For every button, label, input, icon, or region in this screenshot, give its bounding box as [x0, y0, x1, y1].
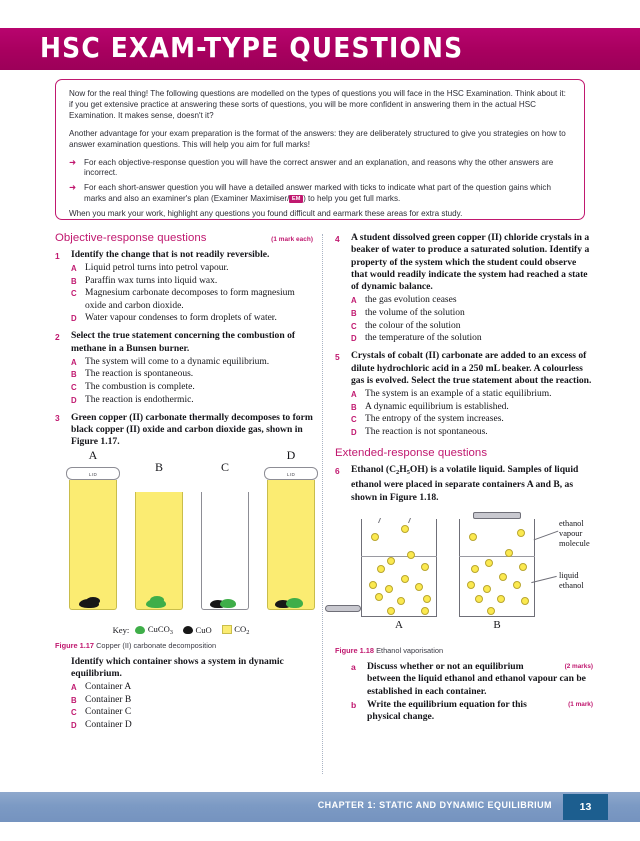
option-row [351, 307, 593, 319]
question-1 [55, 249, 313, 324]
test-tube-b-label: B [154, 459, 163, 474]
option-letter: B [71, 370, 77, 380]
marks-note-objective: (1 mark each) [271, 236, 313, 243]
figure-1-17-label: Figure 1.17 [55, 640, 95, 650]
option-text: Container D [85, 720, 132, 730]
question-3-options [71, 681, 313, 731]
page-number-box: 13 [563, 794, 608, 820]
option-letter: B [71, 695, 77, 705]
option-text: the volume of the solution [365, 308, 465, 319]
option-text: The reaction is endothermic. [85, 394, 194, 405]
intro-paragraph-2: Another advantage for your exam preparation is the format of the answers: they are deliberately structured to give you strategies on how to answer examination questions. This will help you aim for full marks! [69, 128, 566, 149]
option-text: Container B [85, 694, 132, 705]
question-5-stem: Crystals of cobalt (II) carbonate are added to an excess of dilute hydrochloric acid in a 250 mL beaker. A colourless gas is evolved. Select the true statement about the reaction. [351, 350, 592, 386]
question-3-followup [55, 656, 313, 731]
key-item-cuo [183, 625, 212, 635]
key-item-co2 [222, 624, 250, 636]
question-1-stem: Identify the change that is not readily reversible. [71, 249, 270, 260]
column-divider [322, 234, 323, 774]
option-text: Magnesium carbonate decomposes to form magnesium oxide and carbon dioxide. [85, 288, 295, 311]
beaker-a [361, 519, 437, 632]
option-letter: A [351, 390, 357, 400]
test-tube-d-lid: LID [264, 467, 318, 480]
option-row [351, 320, 593, 332]
option-letter: D [71, 314, 77, 324]
option-letter: B [71, 276, 77, 286]
option-text: The entropy of the system increases. [365, 414, 504, 425]
question-3-number: 3 [55, 413, 60, 424]
option-text: the gas evolution ceases [365, 295, 457, 306]
question-6-part-a [351, 661, 593, 698]
key-sub-co2: 2 [246, 628, 250, 636]
test-tube-d-label: D [286, 447, 296, 462]
beaker-b-lid-on [473, 512, 521, 519]
option-letter: A [71, 264, 77, 274]
option-letter: B [351, 309, 357, 319]
option-row [71, 719, 313, 731]
test-tube-b-glass [135, 492, 183, 610]
vapour-molecule [371, 533, 379, 541]
question-5-number: 5 [335, 351, 340, 362]
liquid-molecule [375, 593, 383, 601]
intro-bullet-2-text [84, 183, 572, 205]
figure-1-18-caption [335, 646, 593, 655]
question-3-followup-stem: Identify which container shows a system in dynamic equilibrium. [71, 655, 284, 679]
right-column [335, 232, 593, 725]
liquid-molecule [513, 581, 521, 589]
option-text: Water vapour condenses to form droplets of water. [85, 313, 277, 324]
arrow-right-icon: ➜ [69, 183, 77, 194]
liquid-molecule [467, 581, 475, 589]
test-tube-a-label: A [88, 447, 98, 462]
option-letter: A [351, 296, 357, 306]
option-letter: D [351, 334, 357, 344]
question-6-stem-pre: Ethanol (C [351, 464, 397, 476]
marks-note-part-a: (2 marks) [564, 663, 593, 671]
key-swatch-black-icon [183, 626, 193, 634]
intro-bullet-item [69, 183, 572, 205]
figure-1-17-diagram [55, 447, 313, 636]
option-text: Container A [85, 682, 132, 693]
option-row [351, 426, 593, 438]
option-row [71, 368, 313, 380]
key-label: Key: [112, 624, 130, 635]
section-heading-extended-label: Extended-response questions [335, 447, 488, 460]
key-swatch-yellow-icon [222, 625, 232, 634]
liquid-molecule [369, 581, 377, 589]
option-row [71, 287, 313, 311]
option-letter: C [71, 383, 77, 393]
option-text: The system will come to a dynamic equilibrium. [85, 356, 270, 367]
liquid-molecule [407, 551, 415, 559]
question-2 [55, 330, 313, 405]
liquid-molecule [505, 549, 513, 557]
beaker-b-liquid-surface [459, 556, 535, 557]
option-text: Container C [85, 707, 132, 718]
question-5 [335, 350, 593, 438]
question-4-options [351, 294, 593, 344]
option-row [71, 394, 313, 406]
vapour-molecule [517, 529, 525, 537]
option-row [351, 388, 593, 400]
liquid-molecule [497, 595, 505, 603]
question-5-options [351, 388, 593, 438]
question-1-options [71, 262, 313, 324]
liquid-molecule [397, 597, 405, 605]
figure-1-18-diagram [335, 513, 593, 641]
question-3-stem: Green copper (II) carbonate thermally decomposes to form black copper (II) oxide and carbon dioxide gas, shown in Figure 1.17. [71, 411, 313, 448]
option-letter: C [351, 415, 357, 425]
part-letter: b [351, 699, 357, 710]
footer-chapter-title: CHAPTER 1: STATIC AND DYNAMIC EQUILIBRIUM [317, 800, 552, 810]
test-tube-a-lid: LID [66, 467, 120, 480]
question-6-number: 6 [335, 465, 340, 476]
option-letter: B [351, 402, 357, 412]
liquid-molecule [521, 597, 529, 605]
option-row [71, 312, 313, 324]
option-text: Paraffin wax turns into liquid wax. [85, 275, 218, 286]
liquid-molecule [377, 565, 385, 573]
liquid-molecule [387, 607, 395, 615]
option-row [71, 694, 313, 706]
question-2-stem: Select the true statement concerning the combustion of methane in a Bunsen burner. [71, 330, 296, 354]
liquid-molecule [487, 607, 495, 615]
liquid-molecule [385, 585, 393, 593]
question-6-sub-5: 5 [406, 469, 410, 477]
option-letter: C [71, 289, 77, 299]
left-column [55, 232, 313, 731]
intro-bullet-2-post: ) to help you get full marks. [303, 194, 401, 204]
option-row [71, 706, 313, 718]
option-letter: D [351, 428, 357, 438]
option-row [71, 681, 313, 693]
annotation-liquid-ethanol: liquid ethanol [559, 571, 584, 591]
solid-cuo-blob [86, 597, 100, 604]
liquid-molecule [387, 557, 395, 565]
part-a-text: Discuss whether or not an equilibrium between the liquid ethanol and ethanol vapour can be established in each container. [367, 661, 586, 697]
liquid-molecule [483, 585, 491, 593]
question-6 [335, 464, 593, 504]
figure-1-17-caption-text: Copper (II) carbonate decomposition [96, 640, 217, 650]
test-tube-d-glass [267, 480, 315, 610]
test-tube-a-glass [69, 480, 117, 610]
option-text: The reaction is spontaneous. [85, 369, 194, 380]
solid-cuco3-blob [286, 598, 303, 608]
section-heading-objective-label: Objective-response questions [55, 232, 207, 244]
option-letter: D [71, 721, 77, 730]
liquid-molecule [421, 563, 429, 571]
beaker-b [459, 519, 535, 632]
liquid-molecule [471, 565, 479, 573]
key-label-co2: CO [234, 623, 247, 634]
key-sub-cuco3: 3 [169, 628, 173, 636]
vapour-molecule [401, 525, 409, 533]
section-heading-extended-response [335, 447, 593, 459]
option-row [71, 381, 313, 393]
option-letter: A [71, 683, 77, 693]
liquid-molecule [475, 595, 483, 603]
option-letter: D [71, 395, 77, 405]
option-row [71, 262, 313, 274]
question-4-stem: A student dissolved green copper (II) chloride crystals in a beaker of water to produce a saturated solution. Identify a property of the system which the student could observe that would readily indicate the system had reached a state of dynamic balance. [351, 232, 590, 293]
arrow-right-icon: ➜ [69, 157, 77, 168]
question-1-number: 1 [55, 250, 60, 261]
question-4 [335, 232, 593, 344]
option-row [71, 356, 313, 368]
question-6-part-b [351, 699, 593, 724]
option-row [351, 401, 593, 413]
question-6-sub-2: 2 [396, 469, 400, 477]
examiner-maximiser-badge: EM [289, 195, 303, 203]
liquid-molecule [519, 563, 527, 571]
vapour-molecule [469, 533, 477, 541]
intro-callout-box [55, 79, 585, 220]
leader-line-liquid [531, 576, 556, 583]
option-text: the temperature of the solution [365, 333, 482, 344]
annotation-vapour-molecule: ethanol vapour molecule [559, 519, 590, 549]
option-text: A dynamic equilibrium is established. [365, 401, 509, 412]
intro-paragraph-1: Now for the real thing! The following questions are modelled on the types of questions you will face in the HSC Examination. Think about it: if you get extensive practice at answering these sorts of questions, you will be more confident in answering them in the actual HSC Examination. It makes sense, doesn't it? [69, 89, 566, 120]
option-row [351, 294, 593, 306]
key-label-cuo: CuO [195, 624, 212, 635]
question-6-stem-mid: H [399, 464, 407, 476]
liquid-molecule [485, 559, 493, 567]
page-footer-bar [0, 792, 640, 822]
intro-bullet-1-text: For each objective-response question you will have the correct answer and an explanation, and reasons why the other answers are incorrect. [84, 157, 554, 178]
question-6-stem [351, 464, 593, 504]
liquid-molecule [415, 583, 423, 591]
key-item-cuco3 [135, 624, 173, 636]
key-label-cuco3: CuCO [147, 623, 170, 634]
figure-1-18-label: Figure 1.18 [335, 646, 375, 656]
page-title: HSC EXAM-TYPE QUESTIONS [40, 31, 464, 64]
part-b-text: Write the equilibrium equation for this physical change. [367, 698, 527, 723]
test-tube-c-glass [201, 492, 249, 610]
option-text: The system is an example of a static equilibrium. [365, 389, 552, 400]
beaker-a-lid-removed [325, 605, 361, 612]
part-letter: a [351, 662, 356, 673]
beaker-b-label: B [493, 619, 501, 632]
question-2-number: 2 [55, 331, 60, 342]
question-2-options [71, 356, 313, 406]
leader-line-vapour [534, 531, 559, 541]
option-text: the colour of the solution [365, 320, 461, 331]
beaker-a-label: A [395, 619, 403, 632]
question-6-parts [335, 661, 593, 723]
content-columns [55, 232, 593, 787]
question-4-number: 4 [335, 233, 340, 244]
intro-bullet-list [69, 158, 572, 206]
liquid-molecule [423, 595, 431, 603]
figure-1-17-caption [55, 641, 313, 650]
question-6-stem-post: OH) is a volatile liquid. Samples of liquid ethanol were placed in separate containers A and B, as shown in Figure 1.18. [351, 464, 579, 503]
test-tube-c-label: C [220, 459, 229, 474]
section-heading-objective-response [55, 232, 313, 244]
option-letter: A [71, 357, 77, 367]
option-row [351, 332, 593, 344]
test-tube-c [201, 459, 249, 610]
intro-bullet-item [69, 158, 572, 180]
liquid-molecule [499, 573, 507, 581]
figure-1-17-key [55, 624, 313, 636]
option-row [71, 275, 313, 287]
option-letter: C [351, 321, 357, 331]
solid-cuco3-blob [150, 596, 164, 603]
option-text: The reaction is not spontaneous. [365, 427, 488, 438]
test-tube-b [135, 459, 183, 610]
test-tube-d [267, 447, 315, 610]
liquid-molecule [401, 575, 409, 583]
figure-1-18-caption-text: Ethanol vaporisation [376, 646, 444, 656]
question-3 [55, 412, 313, 449]
option-row [351, 413, 593, 425]
option-text: Liquid petrol turns into petrol vapour. [85, 263, 229, 274]
key-swatch-green-icon [135, 626, 145, 634]
solid-cuco3-blob [220, 599, 236, 608]
liquid-molecule [421, 607, 429, 615]
marks-note-part-b: (1 mark) [568, 700, 593, 708]
intro-bullet-2-pre: For each short-answer question you will have a detailed answer marked with ticks to indicate what part of the question gains which marks and also an examiner's plan (Examiner Maximiser/ [84, 183, 551, 204]
option-letter: C [71, 708, 77, 718]
beaker-a-liquid-surface [361, 556, 437, 557]
intro-paragraph-3: When you mark your work, highlight any questions you found difficult and earmark these areas for extra study. [69, 209, 463, 219]
test-tube-a [69, 447, 117, 610]
option-text: The combustion is complete. [85, 382, 195, 393]
